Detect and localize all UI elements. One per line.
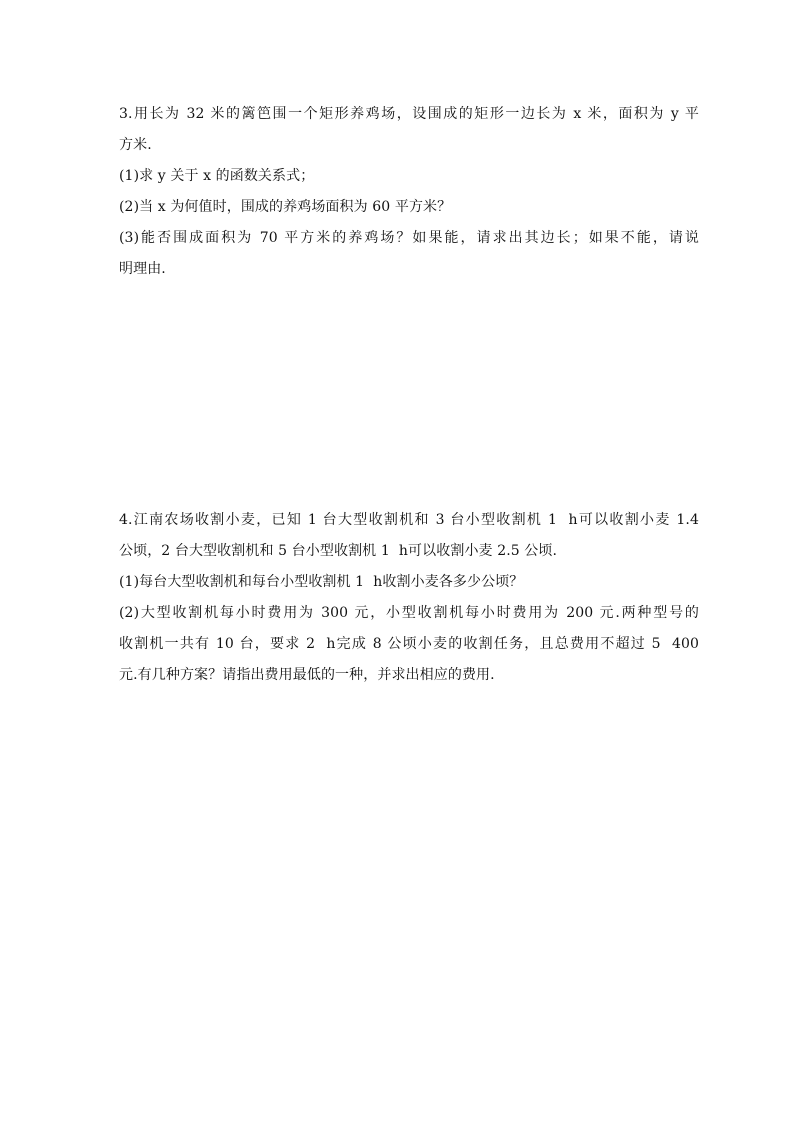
problem-3-question-3-line-1: (3)能否围成面积为 70 平方米的养鸡场？如果能，请求出其边长；如果不能，请说 [119,230,699,246]
problem-3 [119,99,699,285]
problem-3-line-2: 方米. [119,137,152,153]
problem-4-line-1: 4.江南农场收割小麦，已知 1 台大型收割机和 3 台小型收割机 1 h可以收割小麦 1.4 [119,512,699,528]
problem-4-question-1: (1)每台大型收割机和每台小型收割机 1 h收割小麦各多少公顷？ [119,574,524,590]
problem-4-question-2-line-2: 收割机一共有 10 台，要求 2 h完成 8 公顷小麦的收割任务，且总费用不超过 5 400 [119,636,699,652]
problem-3-line-1: 3.用长为 32 米的篱笆围一个矩形养鸡场，设围成的矩形一边长为 x 米，面积为 y 平 [119,106,699,122]
problem-4-question-2-line-1: (2)大型收割机每小时费用为 300 元，小型收割机每小时费用为 200 元.两种型号的 [119,605,699,621]
problem-3-question-3-line-2: 明理由. [119,261,166,277]
problem-4-question-2-line-3: 元.有几种方案？请指出费用最低的一种，并求出相应的费用. [119,667,495,683]
problem-3-question-2: (2)当 x 为何值时，围成的养鸡场面积为 60 平方米？ [119,199,452,215]
problem-3-question-1: (1)求 y 关于 x 的函数关系式； [119,168,315,184]
problem-4 [119,505,699,691]
problem-4-line-2: 公顷，2 台大型收割机和 5 台小型收割机 1 h可以收割小麦 2.5 公顷. [119,543,558,559]
